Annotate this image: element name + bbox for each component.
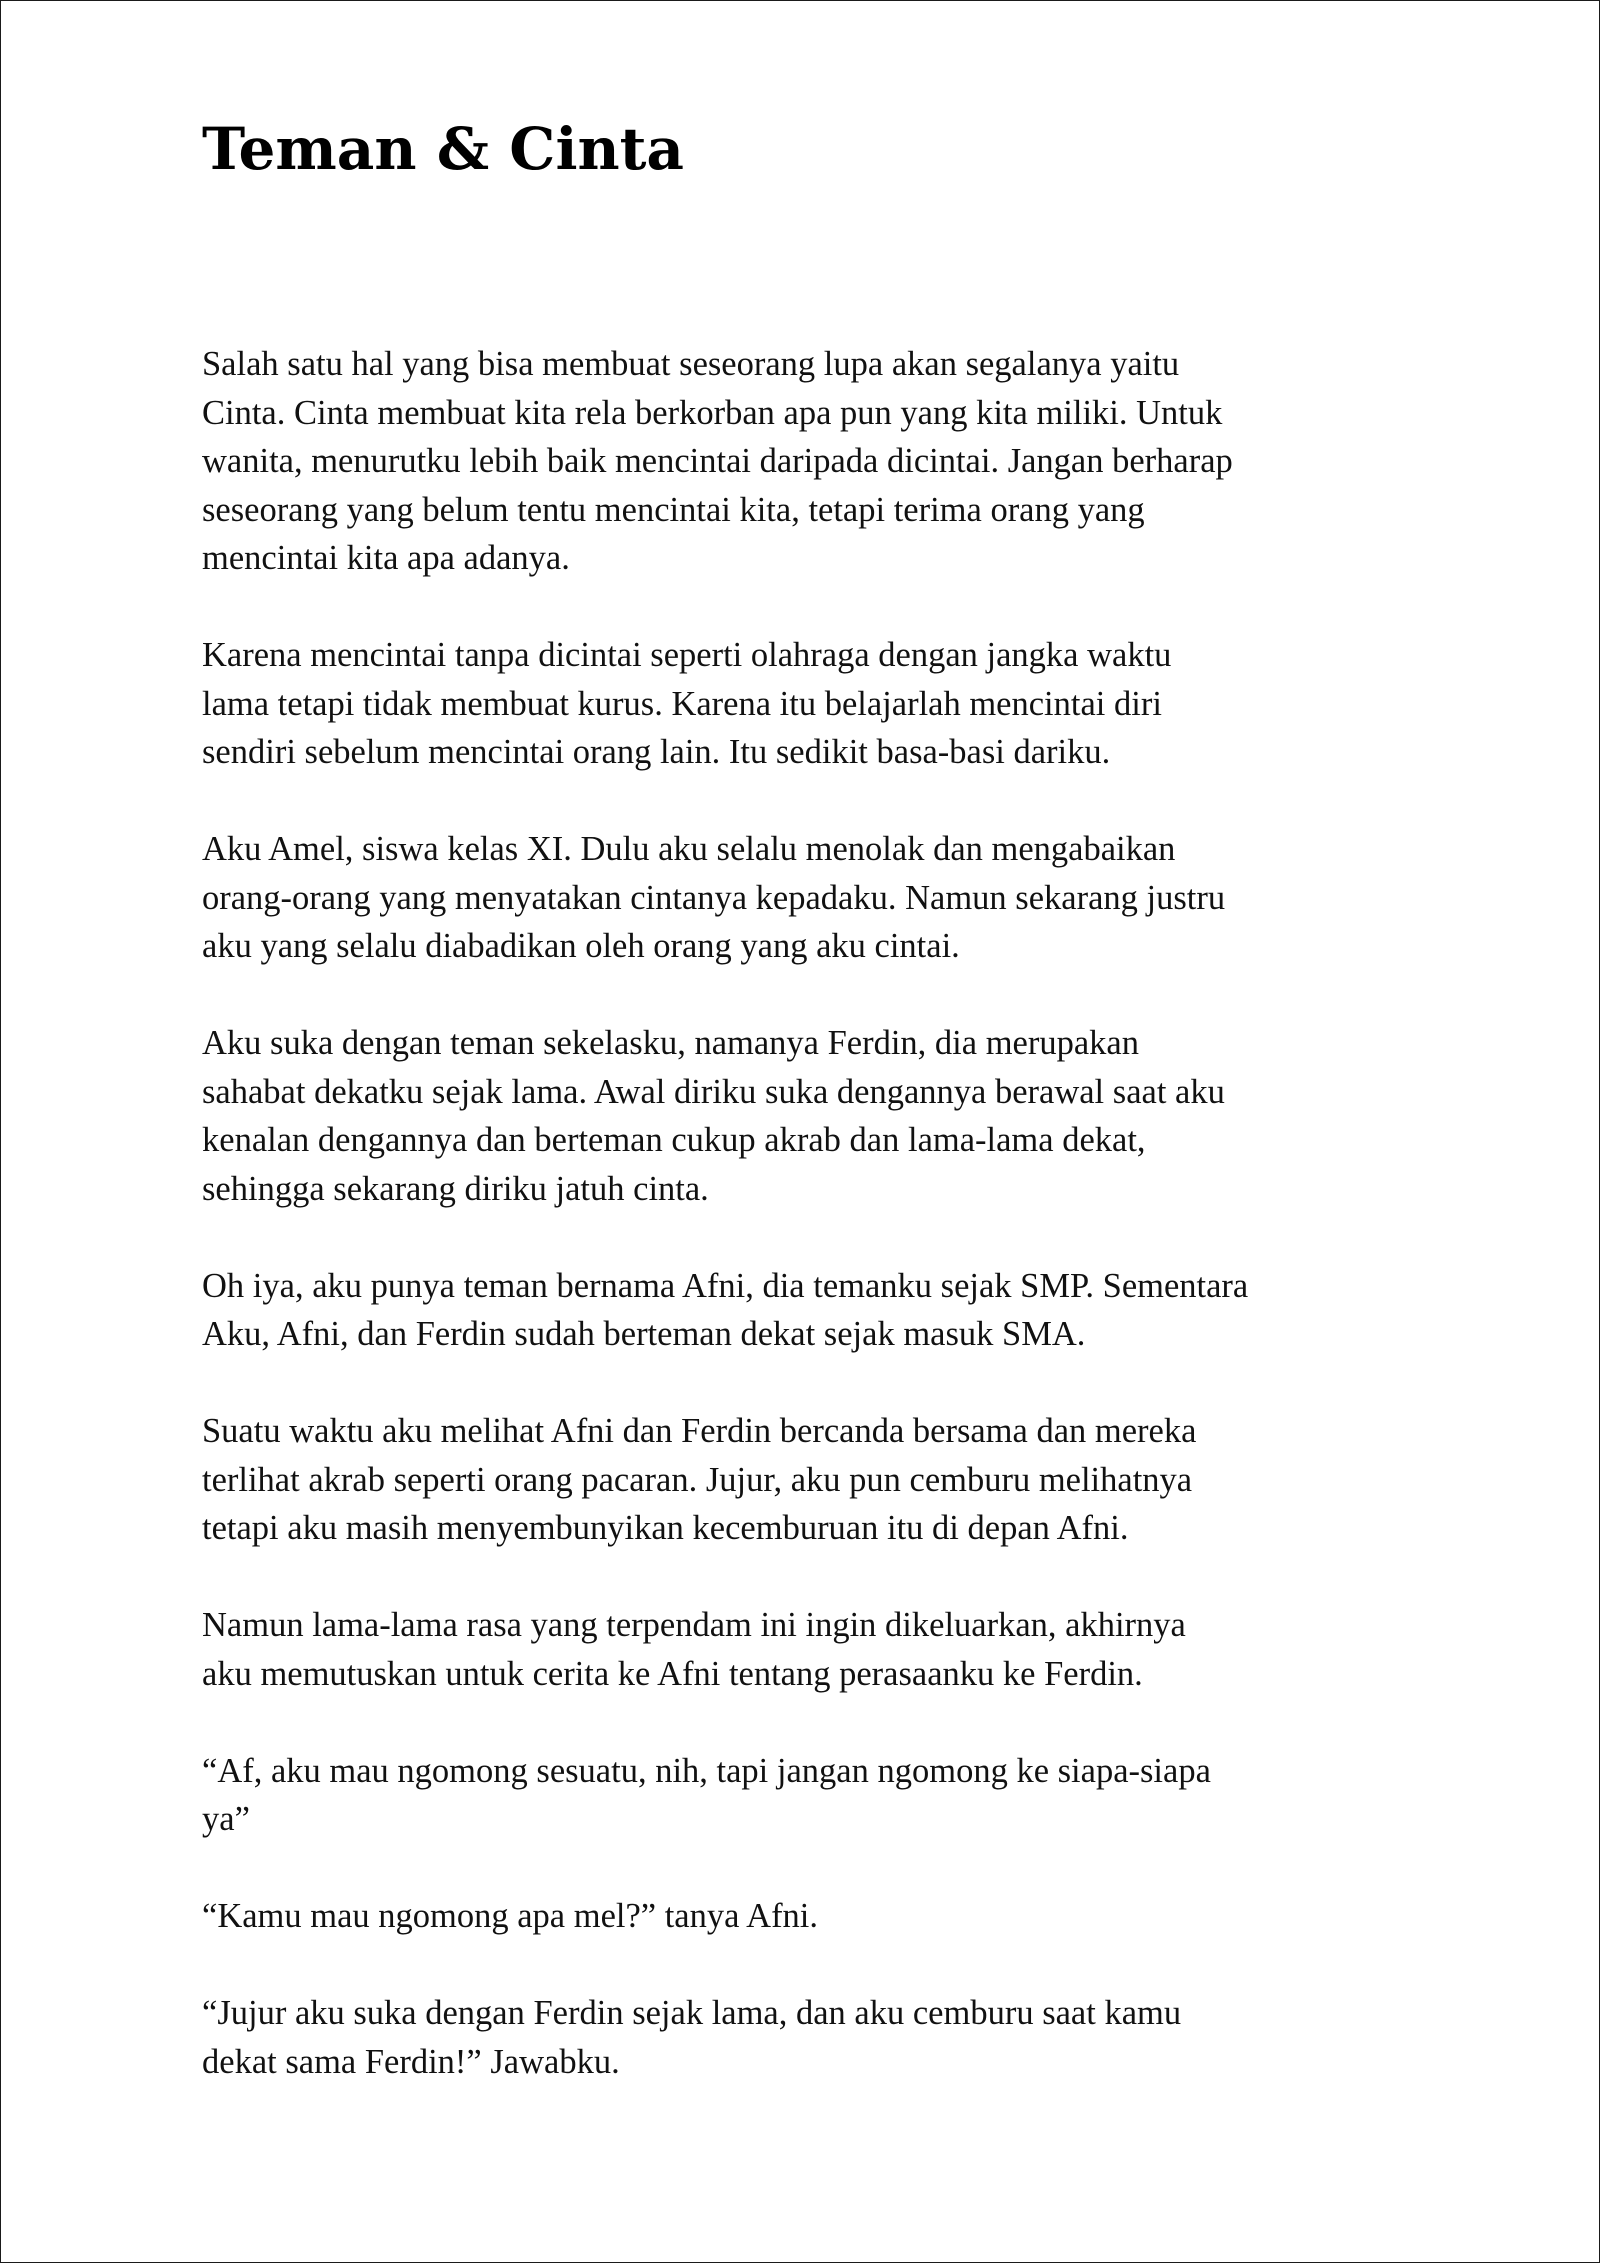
- text-line: Suatu waktu aku melihat Afni dan Ferdin bercanda bersama dan mereka: [202, 1412, 1197, 1450]
- text-line: aku yang selalu diabadikan oleh orang yang aku cintai.: [202, 927, 960, 965]
- dialogue-amel-1: [202, 1747, 1442, 1844]
- text-line: terlihat akrab seperti orang pacaran. Jujur, aku pun cemburu melihatnya: [202, 1460, 1193, 1499]
- paragraph-intro: [202, 340, 1442, 583]
- dialogue-amel-2: [202, 1989, 1442, 2086]
- paragraph-loving: [202, 631, 1442, 777]
- text-line: sehingga sekarang diriku jatuh cinta.: [202, 1169, 709, 1208]
- text-line: sahabat dekatku sejak lama. Awal diriku suka dengannya berawal saat aku: [202, 1072, 1225, 1111]
- paragraph-jealous: [202, 1407, 1442, 1553]
- text-line: ya”: [202, 1800, 250, 1838]
- document-title: Teman & Cinta: [202, 115, 685, 183]
- text-line: Salah satu hal yang bisa membuat seseorang lupa akan segalanya yaitu: [202, 345, 1180, 383]
- text-line: sendiri sebelum mencintai orang lain. Itu sedikit basa-basi dariku.: [202, 733, 1111, 771]
- paragraph-ferdin: [202, 1019, 1442, 1213]
- text-line: mencintai kita apa adanya.: [202, 539, 570, 577]
- paragraph-amel: [202, 825, 1442, 971]
- text-line: seseorang yang belum tentu mencintai kita, tetapi terima orang yang: [202, 490, 1145, 529]
- text-line: Oh iya, aku punya teman bernama Afni, dia temanku sejak SMP. Sementara: [202, 1266, 1249, 1305]
- paragraph-afni: [202, 1262, 1442, 1359]
- text-line: Aku, Afni, dan Ferdin sudah berteman dekat sejak masuk SMA.: [202, 1315, 1086, 1353]
- text-line: Aku Amel, siswa kelas XI. Dulu aku selalu menolak dan mengabaikan: [202, 830, 1176, 868]
- dialogue-afni-1: [202, 1892, 1442, 1941]
- text-line: Karena mencintai tanpa dicintai seperti olahraga dengan jangka waktu: [202, 636, 1172, 674]
- text-line: wanita, menurutku lebih baik mencintai daripada dicintai. Jangan berharap: [202, 442, 1233, 480]
- paragraph-decision: [202, 1601, 1442, 1698]
- text-line: “Jujur aku suka dengan Ferdin sejak lama, dan aku cemburu saat kamu: [202, 1994, 1182, 2032]
- text-line: dekat sama Ferdin!” Jawabku.: [202, 2042, 620, 2081]
- text-line: “Kamu mau ngomong apa mel?” tanya Afni.: [202, 1897, 819, 1935]
- text-line: Aku suka dengan teman sekelasku, namanya Ferdin, dia merupakan: [202, 1024, 1139, 1062]
- text-line: tetapi aku masih menyembunyikan kecemburuan itu di depan Afni.: [202, 1509, 1129, 1547]
- text-line: aku memutuskan untuk cerita ke Afni tentang perasaanku ke Ferdin.: [202, 1654, 1143, 1693]
- text-line: Namun lama-lama rasa yang terpendam ini ingin dikeluarkan, akhirnya: [202, 1606, 1186, 1644]
- document-body: [202, 340, 1442, 2135]
- text-line: “Af, aku mau ngomong sesuatu, nih, tapi jangan ngomong ke siapa-siapa: [202, 1751, 1211, 1790]
- text-line: kenalan dengannya dan berteman cukup akrab dan lama-lama dekat,: [202, 1121, 1146, 1159]
- text-line: Cinta. Cinta membuat kita rela berkorban apa pun yang kita miliki. Untuk: [202, 393, 1223, 432]
- text-line: orang-orang yang menyatakan cintanya kepadaku. Namun sekarang justru: [202, 878, 1226, 917]
- text-line: lama tetapi tidak membuat kurus. Karena itu belajarlah mencintai diri: [202, 684, 1162, 723]
